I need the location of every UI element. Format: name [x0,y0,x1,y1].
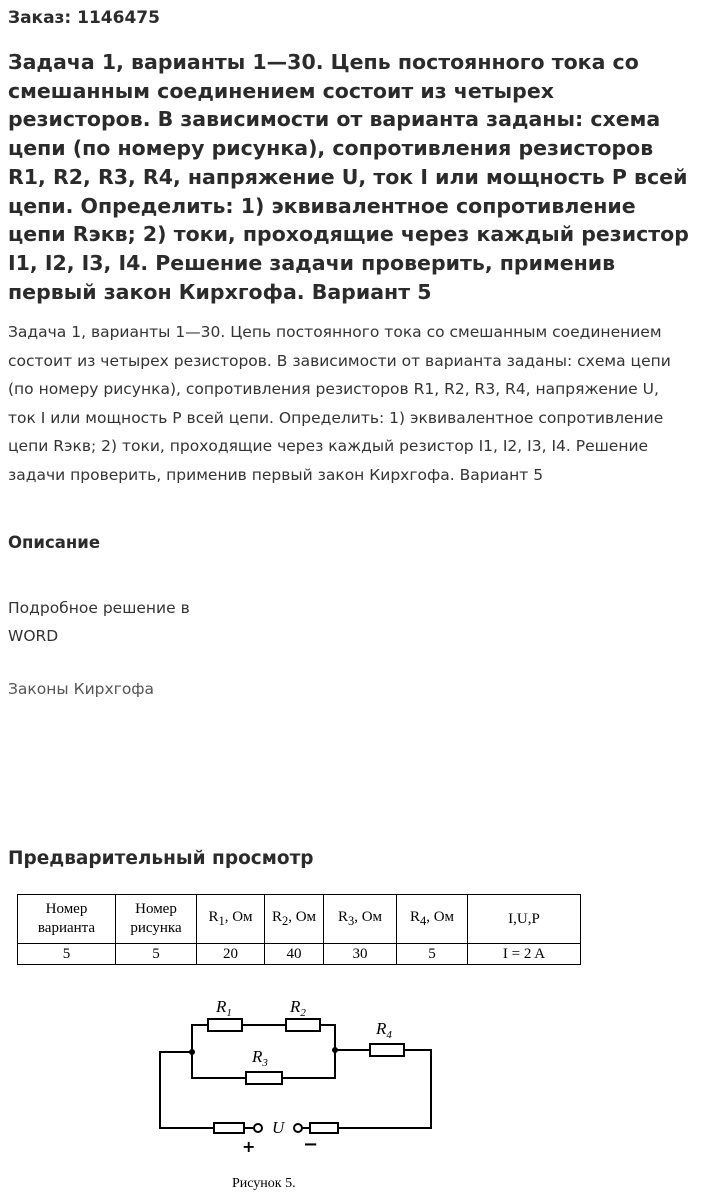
header-r4: $R_4$, Ом [397,895,468,944]
resistor-r4 [370,1044,404,1056]
cell-figure: 5 [116,944,197,965]
resistor-r2 [286,1019,320,1031]
label-r3: $R_3$ [252,1047,268,1069]
wire-top-right [320,1025,335,1052]
description-heading: Описание [8,533,101,552]
parameters-table [17,894,581,965]
cell-r2: 40 [265,944,324,965]
circuit-diagram [150,990,450,1170]
table-row [18,944,581,965]
cell-r1: 20 [197,944,265,965]
label-plus: + [242,1137,256,1156]
cell-r4: 5 [397,944,468,965]
node-right [332,1047,338,1053]
preview-heading: Предварительный просмотр [8,848,314,869]
node-left [189,1049,195,1055]
order-number: Заказ: 1146475 [8,8,160,28]
header-r3: $R_3$, Ом [324,895,397,944]
label-minus: − [303,1134,319,1155]
header-variant: Номер варианта [18,895,116,944]
header-figure: Номер рисунка [116,895,197,944]
cell-r3: 30 [324,944,397,965]
header-iup: I,U,P [468,895,581,944]
header-r2: $R_2$, Ом [265,895,324,944]
terminal-minus [294,1124,302,1132]
label-r4: $R_4$ [376,1019,392,1041]
page-title: Задача 1, варианты 1—30. Цепь постоянного тока со смешанным соединением состоит из четырех резисторов. В зависимости от варианта заданы: схема цепи (по номеру рисунка), сопротивления резисторов R1, R2, R3, R4, напряжение U, ток I или мощность P всей цепи. Определить: 1) эквивалентное сопротивление цепи Rэкв; 2) токи, проходящие через каждый резистор I1, I2, I3, I4. Решение задачи проверить, применив первый закон Кирхгофа. Вариант 5 [8,50,689,304]
description-text: Подробное решение в WORD [8,599,190,645]
cell-variant: 5 [18,944,116,965]
table-header-row [18,895,581,944]
source-plus-element [214,1123,244,1133]
header-r1: $R_1$, Ом [197,895,265,944]
task-text: Задача 1, варианты 1—30. Цепь постоянного тока со смешанным соединением состоит из четырех резисторов. В зависимости от варианта заданы: схема цепи (по номеру рисунка), сопротивления резисторов R1, R2, R3, R4, напряжение U, ток I или мощность P всей цепи. Определить: 1) эквивалентное сопротивление цепи Rэкв; 2) токи, проходящие через каждый резистор I1, I2, I3, I4. Решение задачи проверить, применив первый закон Кирхгофа. Вариант 5 [8,323,671,484]
label-r1: $R_1$ [216,997,232,1019]
wire-right-loop [338,1050,431,1128]
wire-top-left [192,1025,208,1045]
wire-r3-left [192,1045,246,1078]
wire-r3-right [282,1052,335,1078]
tag-link-kirchhoff[interactable]: Законы Кирхгофа [8,680,155,698]
terminal-plus [254,1124,262,1132]
label-u: U [272,1118,285,1137]
source-minus-element [310,1123,338,1133]
resistor-r1 [208,1019,242,1031]
resistor-r3 [246,1072,282,1084]
wire-left-loop [160,1052,214,1128]
label-r2: $R_2$ [290,997,306,1019]
cell-iup: I = 2 A [468,944,581,965]
figure-caption: Рисунок 5. [232,1176,296,1191]
